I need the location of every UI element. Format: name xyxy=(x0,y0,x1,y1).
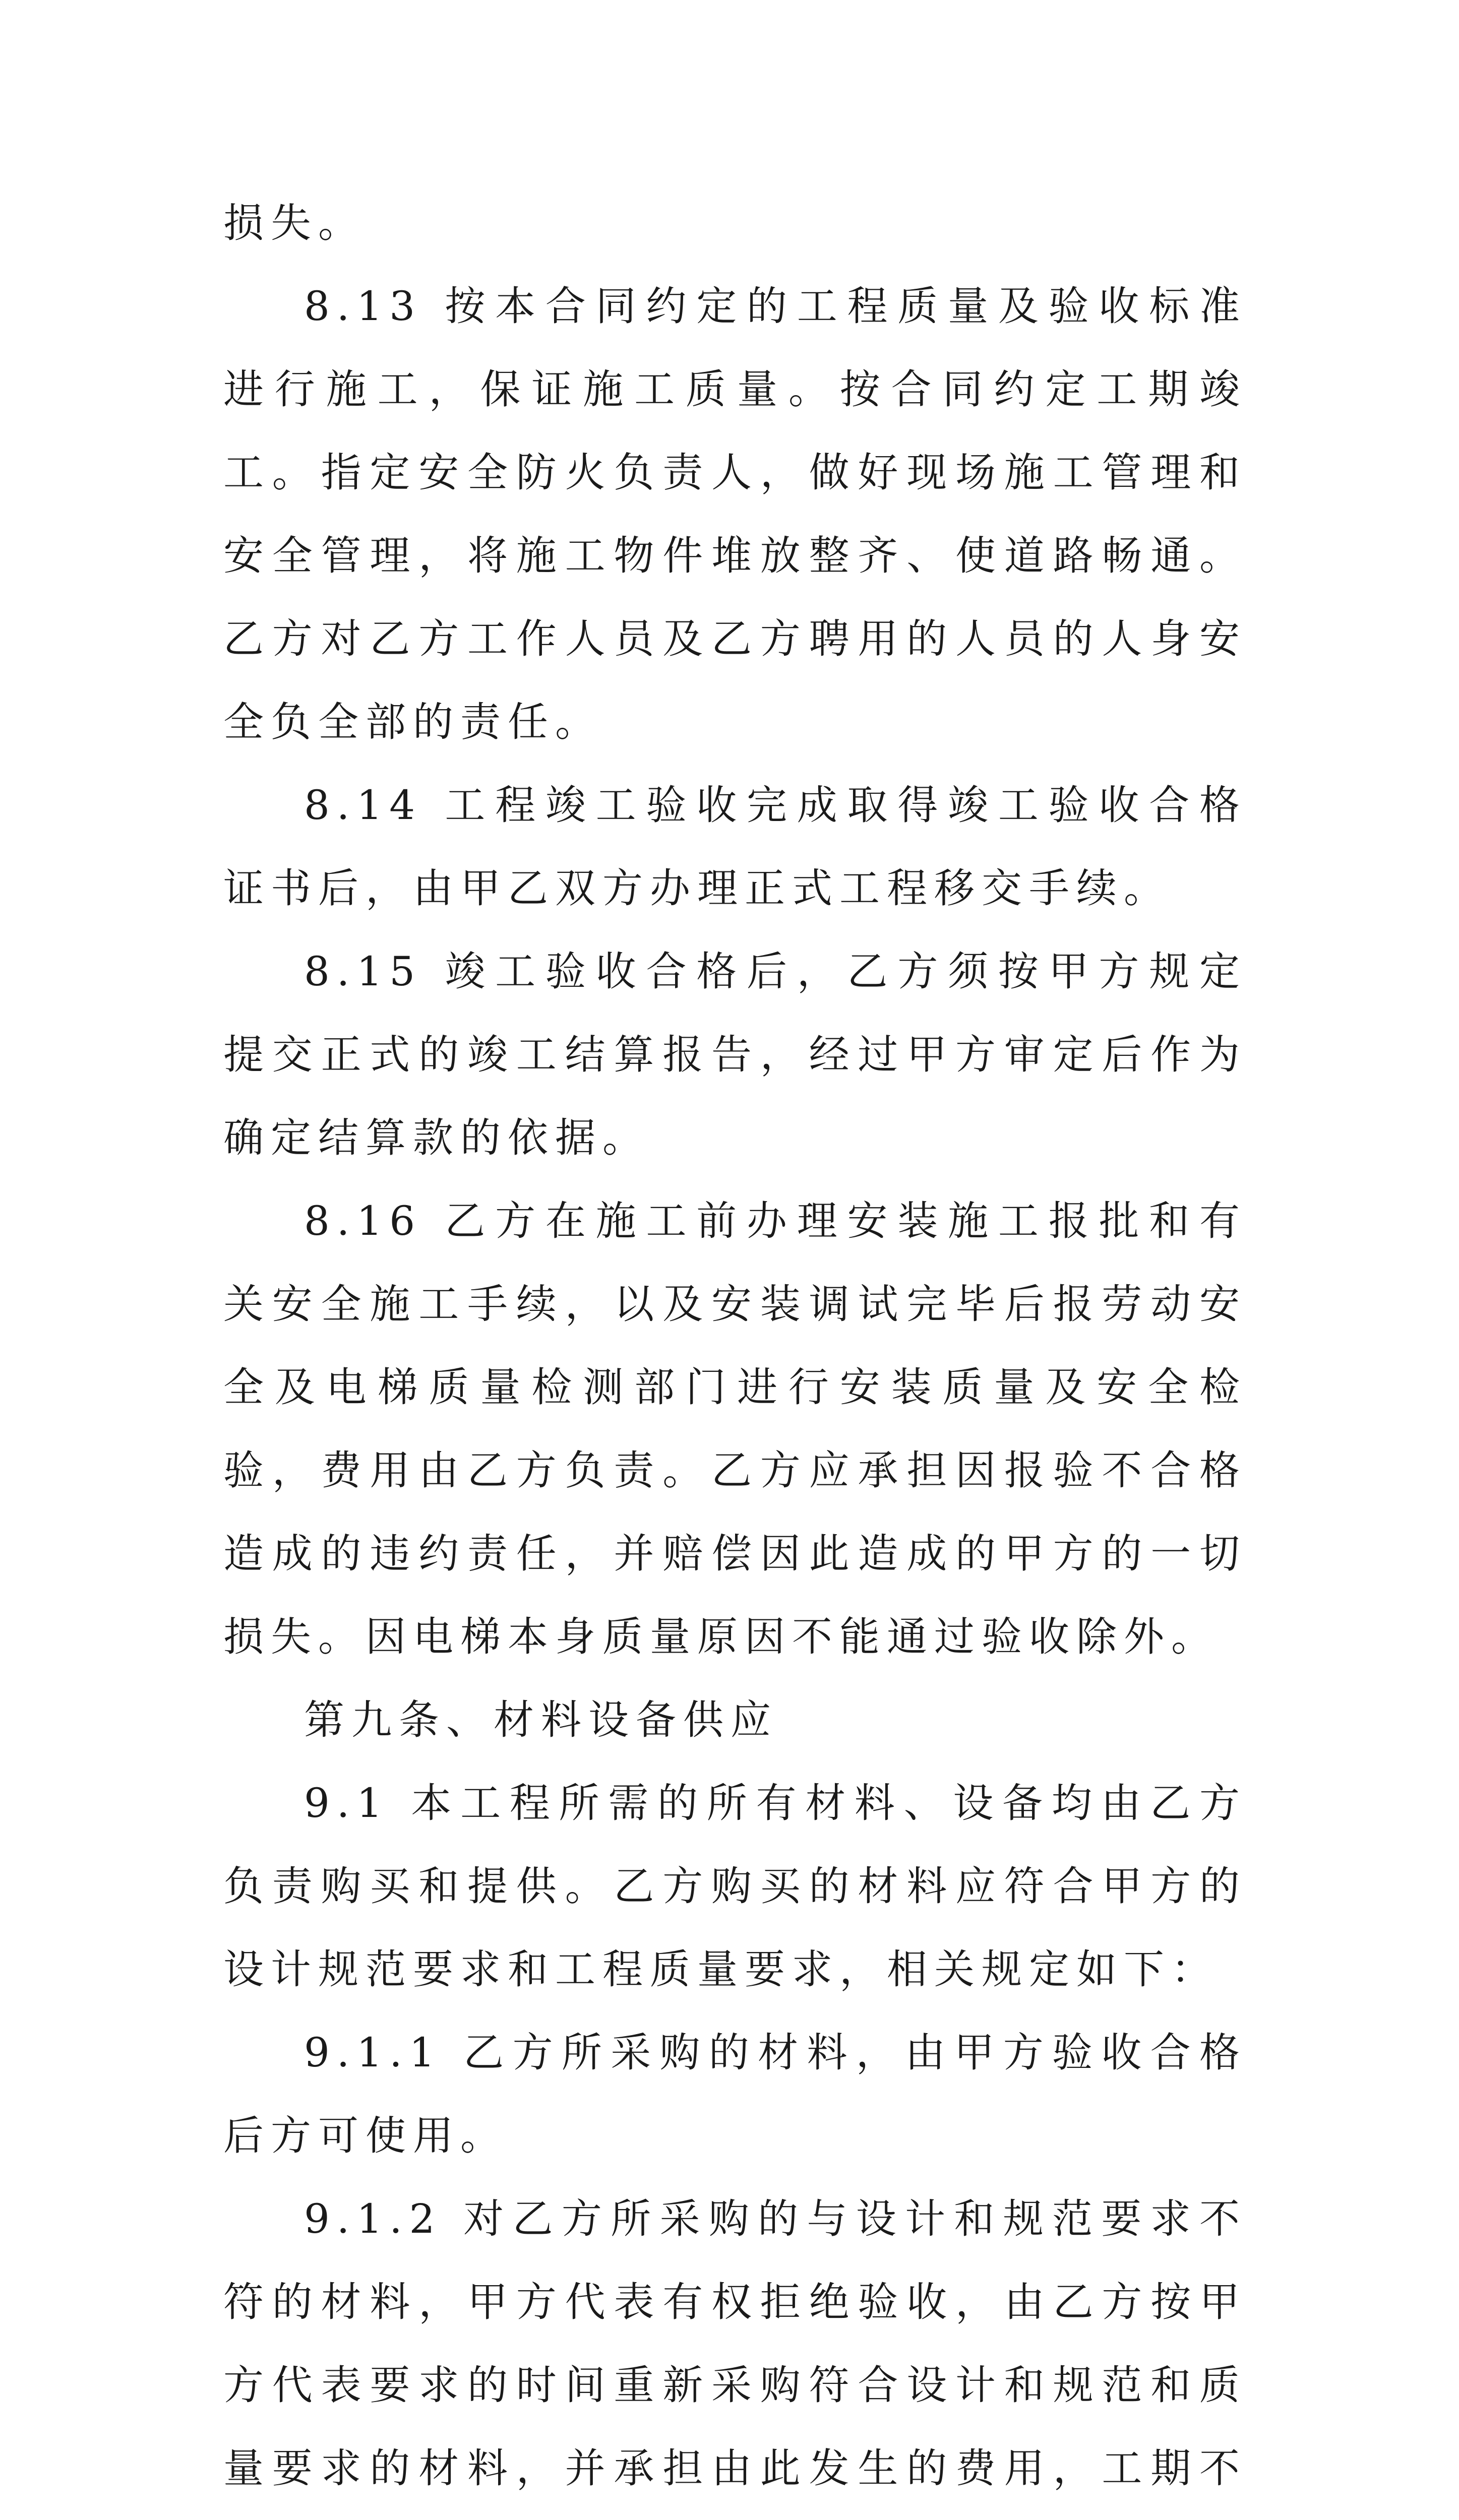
paragraph-8-15: 8.15 竣工验收合格后，乙方须按甲方规定提交正式的竣工结算报告，经过甲方审定后作为确定结算款的依据。 xyxy=(223,948,1247,1161)
paragraph-loss: 损失。 xyxy=(223,200,366,246)
paragraph-8-13: 8.13 按本合同约定的工程质量及验收标准进行施工，保证施工质量。按合同约定工期竣工。指定安全防火负责人，做好现场施工管理和安全管理，将施工物件堆放整齐、使道路畅通。乙方对乙方工作人员及乙方聘用的人员的人身安全负全部的责任。 xyxy=(223,283,1247,745)
paragraph-9-1-2: 9.1.2 对乙方所采购的与设计和规范要求不符的材料，甲方代表有权拒绝验收，由乙方按甲方代表要求的时间重新采购符合设计和规范和质量要求的材料，并承担由此发生的费用，工期不 xyxy=(223,2195,1247,2492)
paragraph-9-1: 9.1 本工程所需的所有材料、设备均由乙方负责购买和提供。乙方购买的材料应符合甲方的设计规范要求和工程质量要求，相关规定如下： xyxy=(223,1780,1247,1993)
paragraph-9-1-1: 9.1.1 乙方所采购的材料，由甲方验收合格后方可使用。 xyxy=(223,2029,1247,2159)
section-heading-article-9: 第九条、材料设备供应 xyxy=(304,1696,778,1743)
document-body xyxy=(223,181,1247,2520)
paragraph-8-14: 8.14 工程竣工验收完成取得竣工验收合格证书后，由甲乙双方办理正式工程移交手续。 xyxy=(223,782,1247,912)
paragraph-8-16: 8.16 乙方在施工前办理安装施工报批和有关安全施工手续，以及安装调试完毕后报劳动安全及电梯质量检测部门进行安装质量及安全检验，费用由乙方负责。乙方应承担因报验不合格造成的违约责任，并赔偿因此造成的甲方的一切损失。因电梯本身质量原因不能通过验收除外。 xyxy=(223,1198,1247,1660)
